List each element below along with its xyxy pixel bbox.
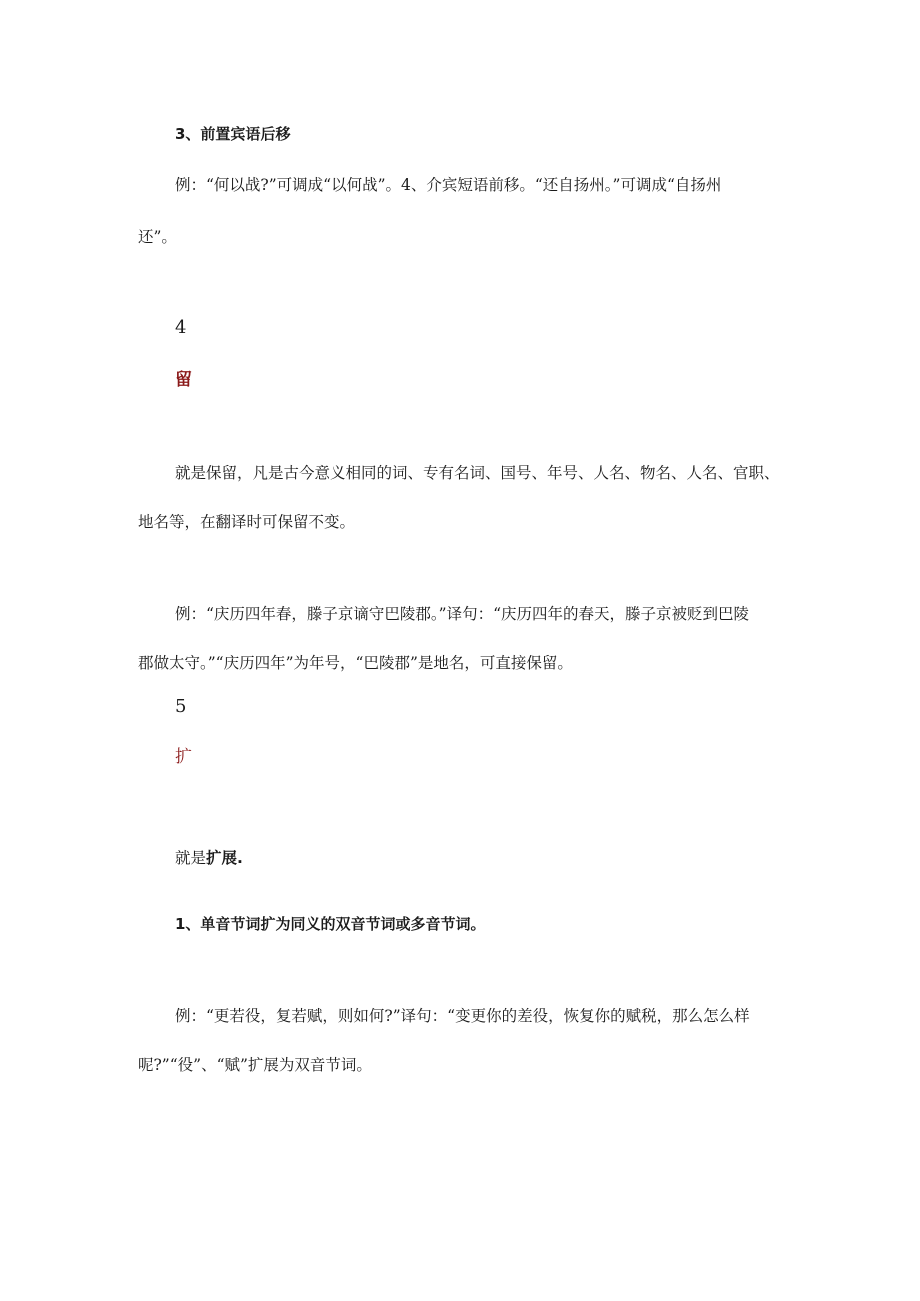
section5-subheading: 1、单音节词扩为同义的双音节词或多音节词。 <box>175 915 486 933</box>
section4-number: 4 <box>175 317 187 338</box>
section4-title-char: 留 <box>175 370 192 390</box>
section5-example-line1: 例：“更若役，复若赋，则如何?”译句：“变更你的差役，恢复你的赋税，那么怎么样 <box>175 1007 750 1025</box>
section5-desc-bold: 扩展. <box>206 849 243 867</box>
section3-example-line2: 还”。 <box>138 228 177 246</box>
section4-example-line1: 例：“庆历四年春，滕子京谪守巴陵郡。”译句：“庆历四年的春天，滕子京被贬到巴陵 <box>175 605 750 623</box>
section3-example-line1: 例：“何以战?”可调成“以何战”。4、介宾短语前移。“还自扬州。”可调成“自扬州 <box>175 176 722 194</box>
section4-desc-line1: 就是保留，凡是古今意义相同的词、专有名词、国号、年号、人名、物名、人名、官职、 <box>175 464 780 482</box>
section5-desc <box>175 848 243 868</box>
section5-desc-prefix: 就是 <box>175 849 207 867</box>
section5-example-line2: 呢?”“役”、“赋”扩展为双音节词。 <box>138 1056 372 1074</box>
section5-title-char: 扩 <box>175 747 192 767</box>
section5-number: 5 <box>175 696 187 717</box>
section4-desc-line2: 地名等，在翻译时可保留不变。 <box>138 513 356 531</box>
section3-heading: 3、前置宾语后移 <box>175 125 291 143</box>
section4-example-line2: 郡做太守。”“庆历四年”为年号，“巴陵郡”是地名，可直接保留。 <box>138 654 573 672</box>
